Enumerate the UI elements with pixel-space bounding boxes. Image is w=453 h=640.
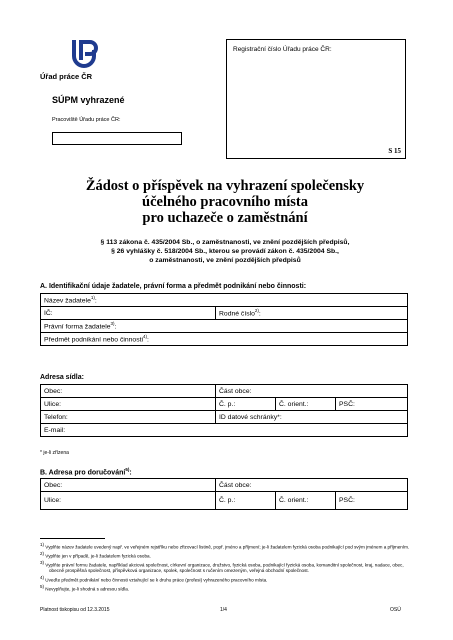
legal-form-field[interactable]: Právní forma žadatele$^{3)}$:: [41, 320, 408, 333]
footnote: [40, 542, 410, 551]
footnote: [40, 560, 410, 575]
registration-label: Registrační číslo Úřadu práce ČR:: [233, 46, 332, 53]
form-code: S 15: [388, 147, 401, 155]
footnote-number: 5): [40, 583, 45, 589]
registration-box[interactable]: [226, 39, 406, 159]
footnote-number: 4): [40, 574, 45, 580]
seat-email-field[interactable]: [41, 424, 408, 437]
field-label: Č. p.:: [219, 497, 236, 504]
birth-number-field[interactable]: Rodné číslo$^{2)}$:: [216, 307, 408, 320]
field-label: PSČ:: [339, 497, 355, 504]
seat-heading: Adresa sídla:: [40, 374, 84, 381]
field-label: Ulice:: [44, 497, 61, 504]
seat-ulice-field[interactable]: [41, 398, 216, 411]
field-label: Název žadatele: [44, 297, 91, 305]
section-b-table: [40, 478, 408, 510]
delivery-orient-field[interactable]: [276, 492, 336, 510]
field-label: Obec:: [44, 387, 63, 395]
field-label: Právní forma žadatele: [44, 323, 111, 331]
field-label: Obec:: [44, 481, 63, 489]
law-line: o zaměstnanosti, ve znění pozdějších předpisů: [149, 257, 301, 264]
field-label: E-mail:: [44, 426, 66, 434]
seat-phone-field[interactable]: [41, 411, 216, 424]
workplace-input[interactable]: [52, 132, 182, 145]
footnote-text: Uveďte předmět podnikání nebo činnosti vztahující se k druhu práce (profesi) vyhrazeného pracovního místa.: [45, 577, 268, 583]
footnote-number: 2): [40, 550, 45, 556]
validity-note: Platnost tiskopisu od 12.3.2015: [40, 607, 110, 613]
delivery-psc-field[interactable]: [336, 492, 408, 510]
seat-table: [40, 384, 408, 437]
footnote-text: Nevyplňujte, je-li shodná s adresou sídla.: [45, 586, 130, 592]
field-label: Telefon:: [44, 413, 68, 421]
title-line: Žádost o příspěvek na vyhrazení společensky: [85, 178, 365, 194]
section-b-heading: B. Adresa pro doručování$^{5)}$:: [40, 467, 132, 477]
ic-field[interactable]: [41, 307, 216, 320]
section-a-heading: A. Identifikační údaje žadatele, právní forma a předmět podnikání nebo činnosti:: [40, 283, 307, 290]
field-label: ID datové schránky*:: [219, 413, 282, 421]
footnote-text: Vyplňte název žadatele uvedený např. ve veřejném rejstříku nebo zřizovací listině, popř. jméno a příjmení; je-li žadatelem fyzická osoba podnikající pod svým jménem a příjmením.: [45, 544, 410, 550]
seat-cp-field[interactable]: [216, 398, 276, 411]
field-label: Část obce:: [219, 387, 252, 395]
law-line: § 113 zákona č. 435/2004 Sb., o zaměstnanosti, ve znění pozdějších předpisů,: [100, 239, 350, 246]
seat-orient-field[interactable]: [276, 398, 336, 411]
footnote-number: 3): [40, 559, 45, 565]
field-label: Ulice:: [44, 400, 61, 408]
supm-label: SÚPM vyhrazené: [52, 95, 125, 105]
field-label: Č. orient.:: [279, 400, 309, 408]
footnote-text: Vyplňte jen v případě, je-li žadatelem fyzická osoba.: [45, 553, 151, 559]
field-label: Část obce:: [219, 481, 252, 489]
delivery-cast-obce-field[interactable]: [216, 479, 408, 492]
section-b-title: B. Adresa pro doručování: [40, 469, 126, 477]
delivery-cp-field[interactable]: [216, 492, 276, 510]
footnote-divider: [40, 538, 105, 539]
office-name: Úřad práce ČR: [40, 72, 93, 81]
seat-databox-field[interactable]: [216, 411, 408, 424]
footnote-number: 1): [40, 542, 45, 547]
business-subject-field[interactable]: Předmět podnikání nebo činnosti$^{4)}$:: [41, 333, 408, 346]
up-cr-logo: [70, 36, 102, 68]
section-a-table: [40, 293, 408, 346]
legal-basis: [40, 238, 410, 265]
seat-psc-field[interactable]: [336, 398, 408, 411]
title-line: pro uchazeče o zaměstnání: [142, 210, 308, 226]
seat-cast-obce-field[interactable]: [216, 385, 408, 398]
page-number: 1/4: [220, 607, 227, 613]
title-line: účelného pracovního místa: [142, 194, 308, 210]
footnote: [40, 551, 410, 560]
field-label: PSČ:: [339, 400, 355, 408]
workplace-label: Pracoviště Úřadu práce ČR:: [52, 117, 121, 123]
law-line: § 26 vyhlášky č. 518/2004 Sb., kterou se provádí zákon č. 435/2004 Sb.,: [111, 248, 339, 255]
footnote: [40, 575, 410, 584]
seat-obec-field[interactable]: [41, 385, 216, 398]
footnote-text: Vyplňte právní formu žadatele, například akciová společnost, církevní organizace, družstvo, fyzická osoba, podnikající fyzická osoba, komanditní společnost, kraj, nadace, obec, obecně prospěšná společnost, příspěvková organizace, spolek, společnost s ručením omezeným, veřejná obchodní společnost.: [45, 562, 404, 574]
field-label: Rodné číslo: [219, 310, 255, 318]
field-label: Předmět podnikání nebo činnosti: [44, 336, 143, 344]
databox-note: * je-li zřízena: [40, 450, 69, 456]
page-title: [40, 178, 410, 226]
footnotes: [40, 542, 410, 592]
delivery-ulice-field[interactable]: [41, 492, 216, 510]
field-label: Č. orient.:: [279, 497, 309, 504]
field-label: IČ:: [44, 309, 53, 317]
field-label: Č. p.:: [219, 400, 236, 408]
footer-code: OSÚ: [390, 607, 401, 613]
footnote: [40, 584, 410, 593]
delivery-obec-field[interactable]: [41, 479, 216, 492]
applicant-name-field[interactable]: Název žadatele$^{1)}$:: [41, 294, 408, 307]
